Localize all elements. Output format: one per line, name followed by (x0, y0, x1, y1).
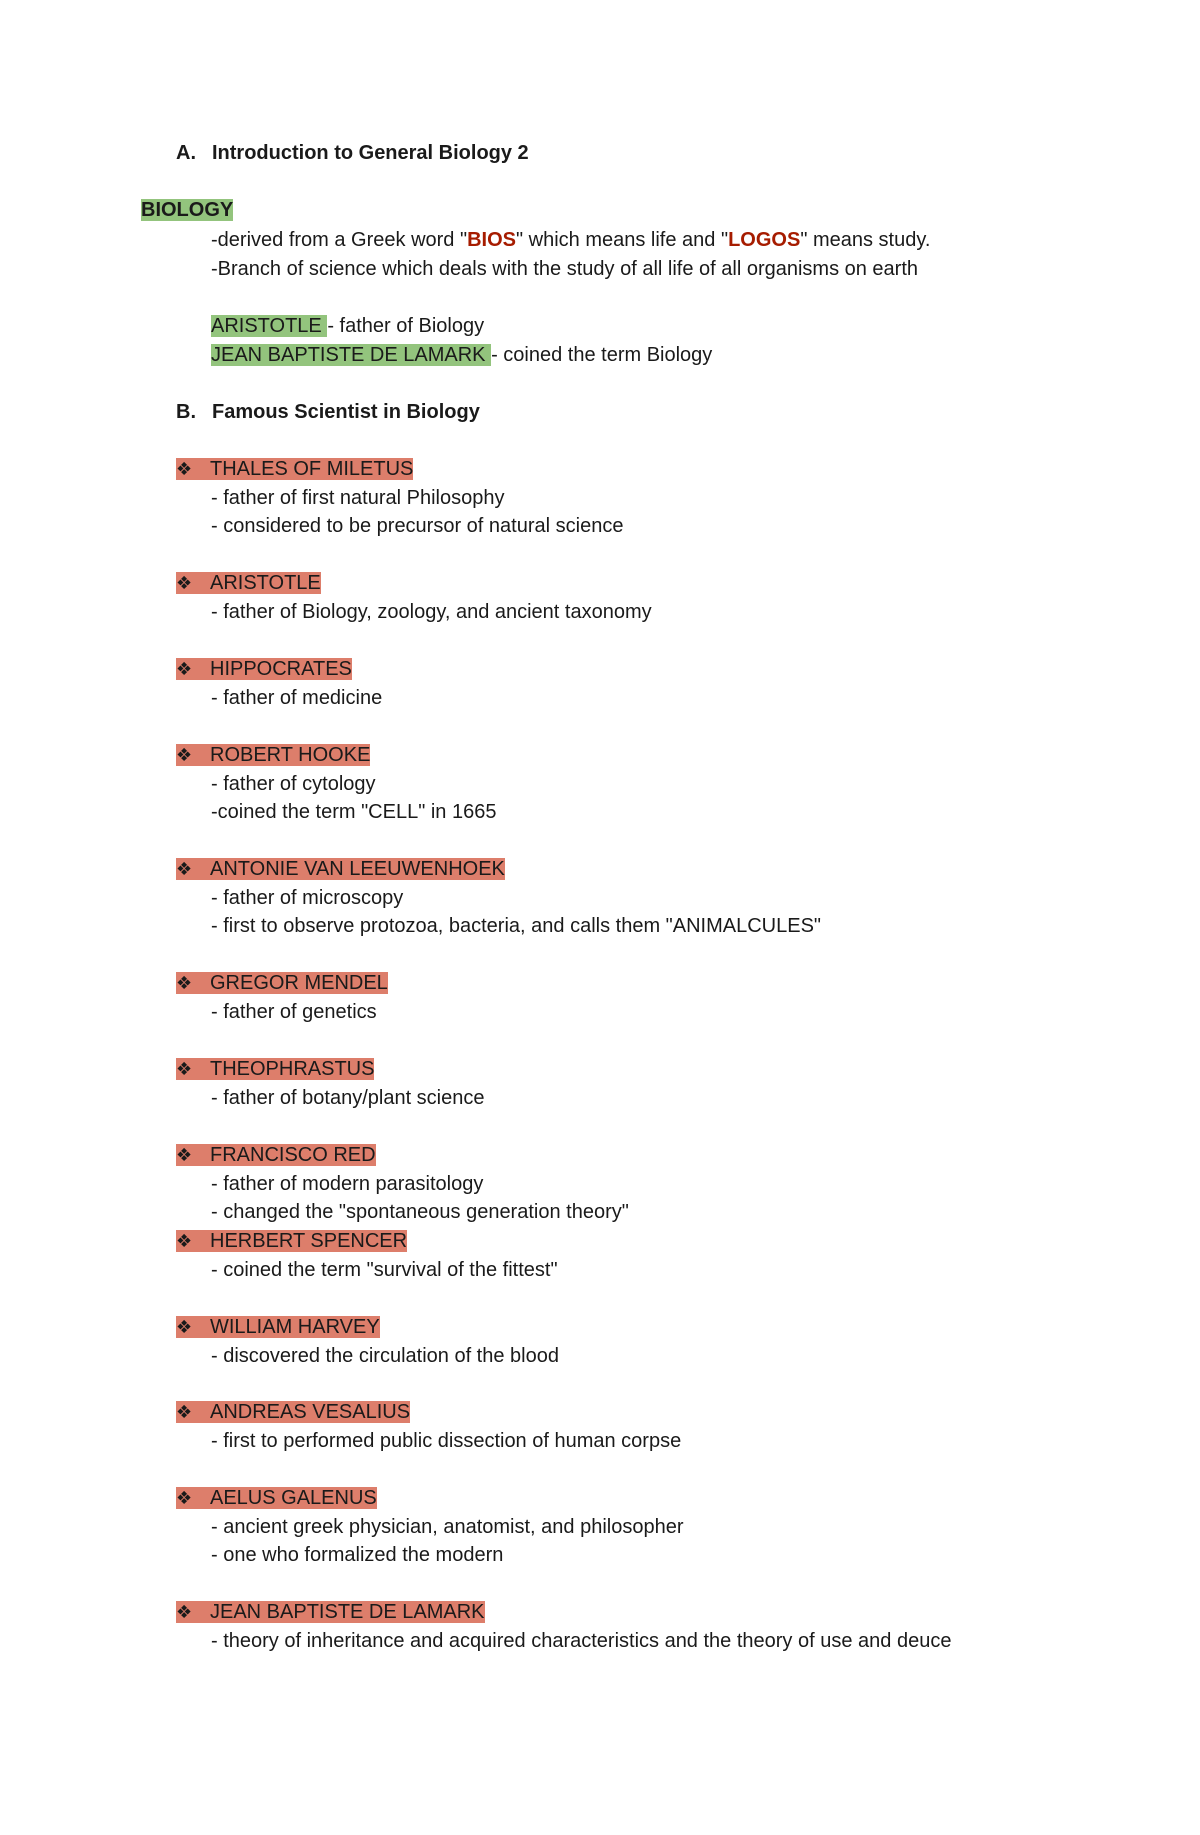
scientist-name-highlight (176, 1230, 407, 1252)
scientist-note: - father of genetics (211, 1001, 377, 1023)
scientist-name: THALES OF MILETUS (210, 458, 414, 480)
scientist-name: ROBERT HOOKE (210, 744, 371, 766)
lamark-name: JEAN BAPTISTE DE LAMARK (211, 344, 492, 366)
diamond-bullet-icon: ❖ (176, 745, 193, 765)
scientist-heading (176, 970, 388, 996)
biology-term-line (141, 197, 233, 223)
scientist-name-highlight (176, 658, 352, 680)
biology-term: BIOLOGY (141, 199, 234, 221)
aristotle-line (211, 313, 484, 339)
scientist-note: - discovered the circulation of the blood (211, 1345, 559, 1367)
section-b-heading (176, 399, 480, 425)
scientist-heading (176, 656, 352, 682)
scientist-name: ANTONIE VAN LEEUWENHOEK (210, 858, 505, 880)
biology-branch-line (211, 256, 918, 282)
scientist-name: GREGOR MENDEL (210, 972, 388, 994)
aristotle-name: ARISTOTLE (211, 315, 328, 337)
scientist-name: FRANCISCO RED (210, 1144, 376, 1166)
diamond-bullet-icon: ❖ (176, 1602, 193, 1622)
scientist-name-highlight (176, 572, 321, 594)
scientist-heading (176, 1399, 410, 1425)
diamond-bullet-icon: ❖ (176, 1402, 193, 1422)
bios-word: BIOS (467, 229, 516, 251)
logos-word: LOGOS (728, 229, 801, 251)
scientist-name-highlight (176, 1144, 376, 1166)
diamond-bullet-icon: ❖ (176, 859, 193, 879)
diamond-bullet-icon: ❖ (176, 1059, 193, 1079)
section-a-letter: A. (176, 142, 196, 164)
section-b-letter: B. (176, 401, 196, 423)
scientist-name: AELUS GALENUS (210, 1487, 377, 1509)
scientist-note: - father of botany/plant science (211, 1087, 485, 1109)
diamond-bullet-icon: ❖ (176, 1488, 193, 1508)
scientist-note: -coined the term "CELL" in 1665 (211, 801, 497, 823)
scientist-note: - father of first natural Philosophy (211, 487, 505, 509)
scientist-name-highlight (176, 744, 370, 766)
scientist-note: - changed the "spontaneous generation theory" (211, 1201, 629, 1223)
scientist-name: ARISTOTLE (210, 572, 321, 594)
section-b-title: Famous Scientist in Biology (212, 401, 480, 423)
section-a-title: Introduction to General Biology 2 (212, 142, 529, 164)
diamond-bullet-icon: ❖ (176, 1231, 193, 1251)
scientist-name: ANDREAS VESALIUS (210, 1401, 411, 1423)
aristotle-desc: - father of Biology (327, 315, 485, 337)
biology-def-pre: -derived from a Greek word " (211, 229, 468, 251)
diamond-bullet-icon: ❖ (176, 573, 193, 593)
biology-def-mid: " which means life and " (515, 229, 729, 251)
scientist-heading (176, 742, 370, 768)
lamark-desc: - coined the term Biology (491, 344, 713, 366)
scientist-note: - father of modern parasitology (211, 1173, 484, 1195)
section-a-heading (176, 140, 529, 166)
scientist-name: THEOPHRASTUS (210, 1058, 375, 1080)
scientist-note: - father of Biology, zoology, and ancient taxonomy (211, 601, 652, 623)
scientist-name-highlight (176, 858, 505, 880)
scientist-name: JEAN BAPTISTE DE LAMARK (210, 1601, 485, 1623)
biology-def-post: " means study. (800, 229, 931, 251)
scientist-heading (176, 456, 413, 482)
scientist-heading (176, 570, 321, 596)
scientist-name-highlight (176, 458, 413, 480)
scientist-note: - one who formalized the modern (211, 1544, 504, 1566)
scientist-note: - father of microscopy (211, 887, 404, 909)
scientist-name-highlight (176, 1601, 485, 1623)
scientist-heading (176, 1056, 374, 1082)
diamond-bullet-icon: ❖ (176, 1145, 193, 1165)
scientist-name-highlight (176, 1316, 380, 1338)
biology-branch-text: -Branch of science which deals with the study of all life of all organisms on earth (211, 258, 919, 280)
lamark-line (211, 342, 712, 368)
scientist-note: - theory of inheritance and acquired characteristics and the theory of use and deuce (211, 1630, 952, 1652)
diamond-bullet-icon: ❖ (176, 1317, 193, 1337)
scientist-name-highlight (176, 1401, 410, 1423)
scientist-name: WILLIAM HARVEY (210, 1316, 380, 1338)
scientist-name: HIPPOCRATES (210, 658, 352, 680)
scientist-name: HERBERT SPENCER (210, 1230, 408, 1252)
diamond-bullet-icon: ❖ (176, 659, 193, 679)
scientist-note: - coined the term "survival of the fittest" (211, 1259, 558, 1281)
scientist-note: - father of cytology (211, 773, 376, 795)
biology-definition-line (211, 227, 930, 253)
scientist-name-highlight (176, 1058, 374, 1080)
scientist-note: - father of medicine (211, 687, 383, 709)
scientist-heading (176, 1142, 376, 1168)
scientist-heading (176, 1314, 380, 1340)
diamond-bullet-icon: ❖ (176, 459, 193, 479)
scientist-note: - ancient greek physician, anatomist, and philosopher (211, 1516, 684, 1538)
diamond-bullet-icon: ❖ (176, 973, 193, 993)
scientist-heading (176, 1228, 407, 1254)
scientist-note: - considered to be precursor of natural science (211, 515, 624, 537)
scientist-name-highlight (176, 1487, 377, 1509)
scientist-heading (176, 856, 505, 882)
scientist-heading (176, 1485, 377, 1511)
scientist-note: - first to observe protozoa, bacteria, and calls them "ANIMALCULES" (211, 915, 822, 937)
scientist-name-highlight (176, 972, 388, 994)
scientist-heading (176, 1599, 485, 1625)
scientist-note: - first to performed public dissection of human corpse (211, 1430, 682, 1452)
